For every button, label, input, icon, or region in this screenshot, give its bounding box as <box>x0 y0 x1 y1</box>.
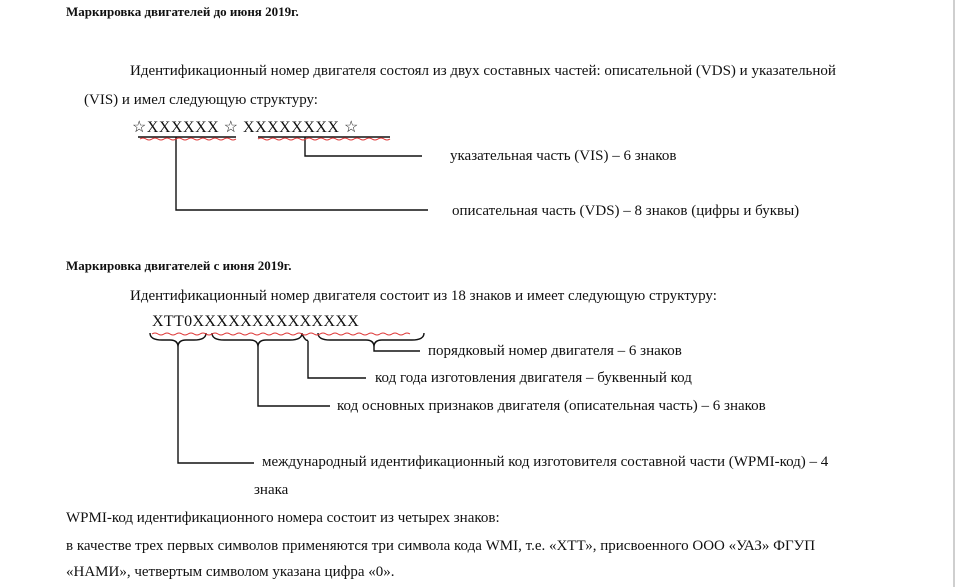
spellcheck-mark-2 <box>258 138 390 140</box>
section2-label-features: код основных признаков двигателя (описательная часть) – 6 знаков <box>337 398 766 414</box>
serial-connector <box>374 347 420 351</box>
features-connector <box>258 347 330 406</box>
serial-brace <box>318 333 424 347</box>
section1-intro-line1: Идентификационный номер двигателя состоял из двух составных частей: описательной (VDS) и указательной <box>130 63 836 79</box>
section1-heading: Маркировка двигателей до июня 2019г. <box>66 4 299 19</box>
spellcheck-mark-1 <box>140 138 236 140</box>
spellcheck-mark-3 <box>152 333 410 335</box>
wpmi-connector <box>178 347 254 463</box>
section2-label-year: код года изготовления двигателя – буквенный код <box>375 370 692 386</box>
section2-label-wpmi-line2: знака <box>254 482 289 498</box>
footer-line3: «НАМИ», четвертым символом указана цифра «0». <box>66 564 395 580</box>
footer-line1: WPMI-код идентификационного номера состоит из четырех знаков: <box>66 510 500 526</box>
year-connector <box>308 341 366 378</box>
vds-connector <box>176 137 428 210</box>
section2-code: ХТТ0ХХХХХХХХХХХХХХ <box>152 313 360 330</box>
section1-label-vis: указательная часть (VIS) – 6 знаков <box>450 148 677 164</box>
section2-intro: Идентификационный номер двигателя состоит из 18 знаков и имеет следующую структуру: <box>130 288 717 304</box>
footer-line2: в качестве трех первых символов применяются три символа кода WMI, т.е. «ХТТ», присвоенного ООО «УАЗ» ФГУП <box>66 538 816 554</box>
section2-label-wpmi-line1: международный идентификационный код изготовителя составной части (WPMI-код) – 4 <box>262 454 829 470</box>
section1-code: ☆ХХХХХХ ☆ ХХХХХХХХ ☆ <box>132 119 359 136</box>
section2-heading: Маркировка двигателей с июня 2019г. <box>66 258 292 273</box>
section2-label-serial: порядковый номер двигателя – 6 знаков <box>428 343 682 359</box>
section1-label-vds: описательная часть (VDS) – 8 знаков (цифры и буквы) <box>452 203 800 219</box>
section1-intro-line2: (VIS) и имел следующую структуру: <box>84 92 318 108</box>
